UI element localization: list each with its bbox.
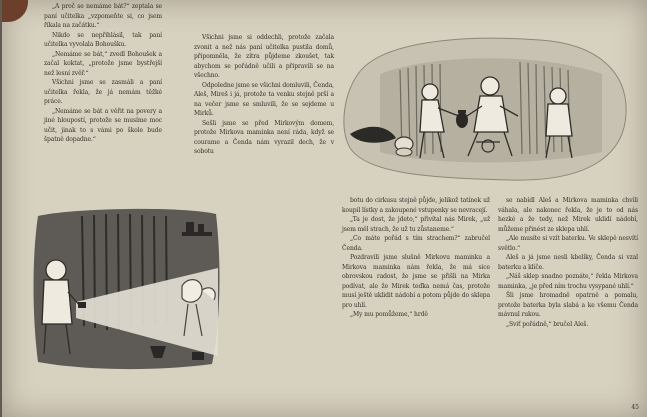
paragraph: „Náš sklep snadno poznáte,“ řekla Mirkova maminka, „je před ním trochu vysypané uhlí.“	[498, 273, 638, 290]
paragraph: „Ta je dost, že jdeto,“ přivítal nás Mirek, „už jsem měl strach, že už tu zůstaneme.“	[342, 216, 490, 233]
text-column-2	[194, 33, 334, 157]
paragraph: Odpoledne jsme se všichni domluvili, Čenda, Aleš, Mireš i já, protože ta venku stejně prší a na večer jsme se smluvili, že se sejdeme u Mirků.	[194, 81, 334, 117]
paragraph: „Nemáme se bát a věřit na povery a jiné hloupostí, protože se musíme moc učit, jinak to s vámi po škole bude špatně dopadne.“	[44, 107, 162, 143]
paragraph: „Sviť pořádně,“ bručel Aleš.	[506, 320, 589, 328]
paragraph: „A proč se nemáme bát?“ zeptala se paní učitelka „vzpomeňte si, co jsem říkala na začátku.“	[44, 3, 162, 29]
paragraph: „Nemáme se bát,“ zvedl Bohoušek a začal koktat, „protože jsme bystřejší než lesní zvěř.“	[44, 50, 162, 77]
paragraph: se nabídl Aleš a Mirkova maminka chvíli váhala, ale nakonec řekla, že je to od nás hezké a že tedy, než Mirek uklidí nádobí, můžeme přinést ze sklepa uhlí.	[498, 197, 638, 233]
paragraph: Šli jsme hromadně opatrně a pomalu, protože baterka byla slabá a ke všemu Čenda mávnul rukou.	[498, 292, 638, 318]
paragraph: Všichni jsme si oddechli, protože začala zvonit a než nás paní učitelka pustila domů, připomněla, že zítra půjdeme zkoušet, tak abychom se pořádně učili a připravili se na všechno.	[194, 34, 334, 79]
text-column-1	[44, 2, 162, 145]
paragraph: Pozdravili jsme slušně Mirkovu maminku a Mirkova maminka nám řekla, že má sice obrovskou radost, že jsme se přišli na Mirka podívat, ale že Mirek teďka nemá čas, protože musí ještě uklidit nádobí a potom půjde do sklepa pro uhlí.	[342, 254, 490, 309]
illustration-cellar-flashlight	[32, 206, 222, 370]
paragraph: Sešli jsme se před Mirkovým domem, protože Mirkova maminka není ráda, když se courame a Čenda nám vyrazil dech, že v sobotu	[194, 119, 334, 155]
book-page	[2, 0, 647, 417]
paragraph: botu do cirkusu stejně půjde, jelikož tatínek už koupil lístky a zakoupené vstupenky se nevracejí.	[342, 197, 490, 214]
page-number: 45	[631, 404, 639, 411]
illustration-boys-with-lantern	[340, 34, 628, 184]
text-column-4	[498, 196, 638, 329]
page-corner-shadow	[2, 0, 28, 22]
paragraph: Aleš a já jsme nesli kbelíky, Čenda si vzal baterku a klíče.	[498, 254, 638, 271]
paragraph: Nikdo se nepřihlásil, tak paní učitelka vyvolala Bohoušku.	[44, 31, 162, 48]
paragraph: Všichni jsme se zasmáli a paní učitelka řekla, že já nemám těžké práce.	[44, 79, 162, 105]
text-column-3	[342, 196, 490, 320]
paragraph: „My mu pomůžeme,“ hrdě	[350, 311, 428, 318]
paragraph: „Ale musíte si vzít baterku. Ve sklepě nesvítí světlo.“	[498, 235, 638, 252]
paragraph: „Co máte pořád s tím strachem?“ zabručel Čenda.	[342, 235, 490, 252]
